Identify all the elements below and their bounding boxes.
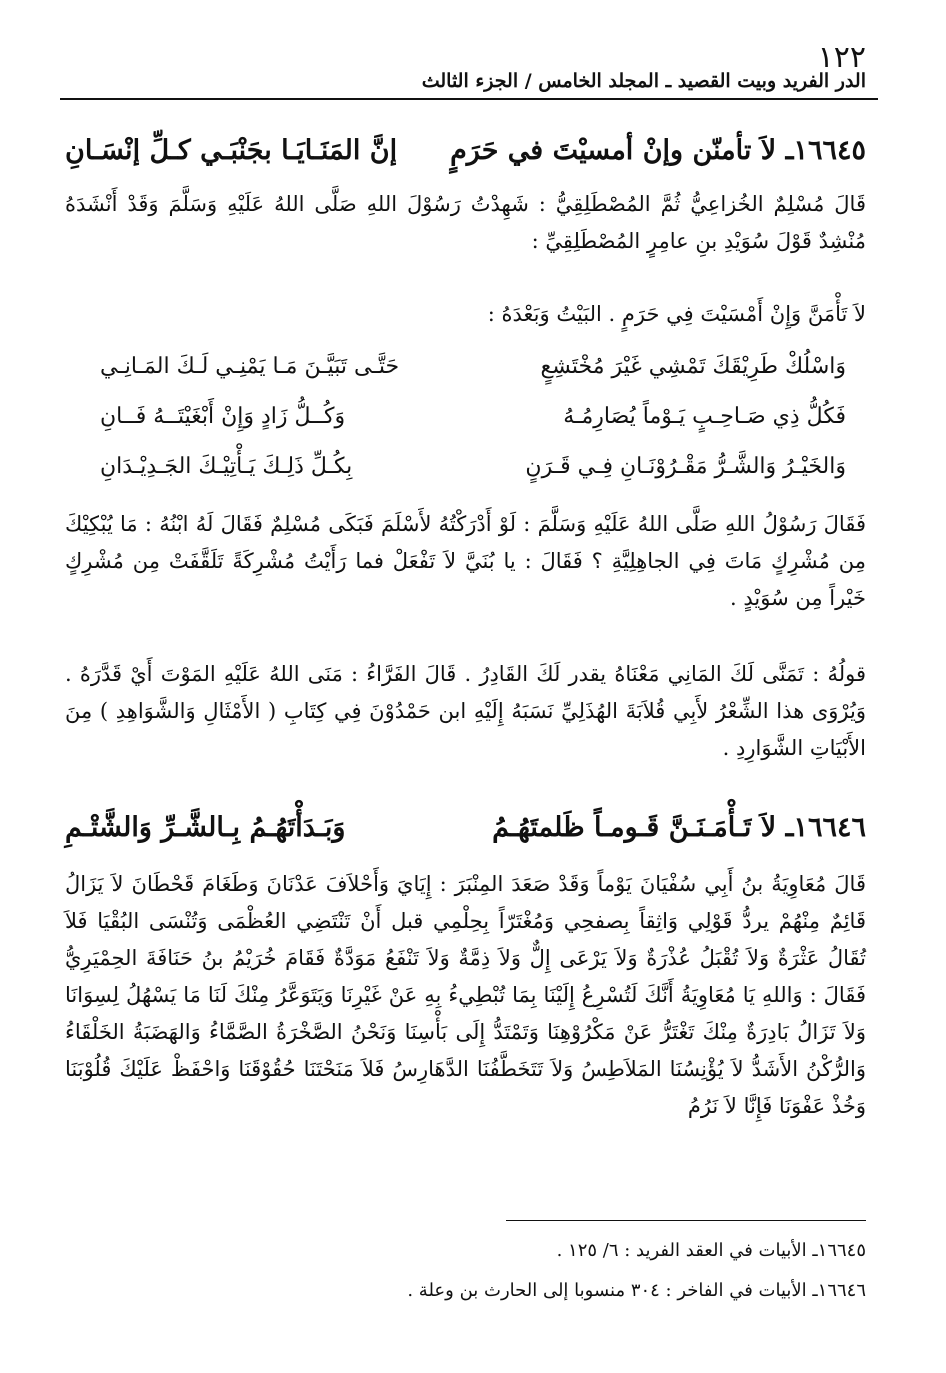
page-number: ١٢٢ <box>817 40 866 75</box>
entry-16645-heading <box>65 135 866 166</box>
poem-first-hemistich: وَاسْلُكْ طَرِيْقَكَ تَمْشِي غَيْرَ مُخْتَشِعٍ <box>540 354 846 379</box>
poem-second-hemistich: حَتَّـى تَبَيَّـنَ مَـا يَمْنِـي لَـكَ المَـانِـي <box>100 354 400 379</box>
entry-16645-commentary: قولُهُ : تَمَنَّى لَكَ المَانِي مَعْنَاهُ يقدر لَكَ القَادِرُ . قَالَ الفَرَّاءُ : مَنَى اللهُ عَلَيْهِ المَوْتَ أَيْ قَدَّرَهُ . وَيُرْوَى هذا الشِّعْرُ لأَبِي قُلاَبَةَ الهُذَلِيِّ نَسَبَهُ إِلَيْهِ ابن حَمْدُوْنَ فِي كِتَابِ ( الأَمْثَالِ وَالشَّوَاهِدِ ) مِنَ الأَبْيَاتِ الشَّوَارِدِ . <box>65 662 866 760</box>
footnote-divider <box>506 1220 866 1221</box>
poem-second-hemistich: وَكُــلُّ زَادٍ وَإِنْ أَبْغَيْتَــهُ فَــانِ <box>100 404 346 429</box>
header-divider <box>60 98 878 100</box>
heading-first-hemistich: ١٦٦٤٥ـ لاَ تأمنّن وإنْ أمسيْتَ في حَرَمٍ <box>450 135 866 166</box>
entry-16646-heading <box>65 812 866 843</box>
poem-verse <box>100 354 846 379</box>
running-title: الدر الفريد وبيت القصيد ـ المجلد الخامس / الجزء الثالث <box>421 70 866 92</box>
entry-16645-narration: فَقَالَ رَسُوْلُ اللهِ صَلَّى اللهُ عَلَيْهِ وَسَلَّمَ : لَوْ أَدْرَكْتُهُ لأَسْلَمَ فَبَكَى مُسْلِمٌ فَقَالَ لَهُ ابْنُهُ : مَا يُبْكِيْكَ مِن مُشْرِكٍ مَاتَ فِي الجاهِلِيَّةِ ؟ فَقَالَ : يا بُنَيَّ لاَ تَفْعَلْ فما رَأَيْتُ مُشْرِكَةً تَلَقَّفَتْ مِن مُشْرِكٍ خَيْراً مِن سُوَيْدٍ . <box>65 512 866 610</box>
poem-first-hemistich: وَالخَيْـرُ وَالشَّـرُّ مَقْـرُوْنَـانِ فِـي قَـرَنٍ <box>525 454 846 479</box>
poem-verse <box>100 454 846 479</box>
heading-first-hemistich: ١٦٦٤٦ـ لاَ تَـأْمَـنَـنَّ قَـومـاً ظَلمتَهُـمُ <box>492 812 866 843</box>
heading-second-hemistich: وَبَـدَأْتَهُـمُ بِـالشَّـرِّ وَالشَّتْـمِ <box>65 812 346 843</box>
entry-16645-intro: قَالَ مُسْلِمٌ الخُزاعِيُّ ثُمَّ المُصْطَلِقِيُّ : شَهِدْتُ رَسُوْلَ اللهِ صَلَّى اللهُ عَلَيْهِ وَسَلَّمَ وَقَدْ أَنْشَدَهُ مُنْشِدٌ قَوْلَ سُوَيْدِ بنِ عامِرٍ المُصْطَلِقِيِّ : <box>65 192 866 253</box>
entry-16646-narration: قَالَ مُعَاوِيَةُ بنُ أَبِي سُفْيَانَ يَوْماً وَقَدْ صَعَدَ المِنْبَرَ : إِيَايَ وَأَحْلاَفَ عَدْنَانَ وَطَغَامَ قَحْطَانَ لاَ يَزَالُ قَائِمٌ مِنْهُمْ يردُّ قَوْلِي وَاثِقاً بِصفحِي وَمُغْتَرّاً بِحِلْمِي قبل أَنْ تَنْتَضِي العُظْمَى وَتُنْسَى البُقْيَا فَلاَ تُقَالُ عَثْرَةٌ وَلاَ تُقْبَلُ عُذْرَةٌ وَلاَ يَرْعَى إِلٌّ وَلاَ ذِمَّةٌ وَلاَ تَنْفَعُ مَوَدَّةٌ فَقَامَ خُرَيْمُ بنُ حَنَافَةَ الحِمْيَرِيُّ فَقَالَ : وَاللهِ يَا مُعَاوِيَةُ أَنَّكَ لَتُسْرِعُ إِلَيْنَا بِمَا تُبْطِيءُ بِهِ عَنْ غَيْرِنَا وَيَتَوَعَّرُ مِنْكَ لَنَا مَا يَسْهُلُ لِسِوَانَا وَلاَ تَزَالُ بَادِرَةٌ مِنْكَ تَغْتَرُّ عَنْ مَكْرُوْهِنَا وَتَمْتَدُّ إِلَى بَأْسِنَا وَنَحْنُ الصَّخْرَةُ الصَّمَّاءُ وَالهَضَبَةُ الخَلْقَاءُ وَالرُّكْنُ الأَشَدُّ لاَ يُؤْنِسُنَا المَلاَطِسُ وَلاَ تَتَخَطَّفُنَا الدَّهَارِسُ فَلاَ مَنَحْتَنَا حُقُوْقَنَا وَاحْفَظْ عَلَيْكَ قُلُوْبَنَا وَخُذْ عَفْوَنَا فَإِنَّا لاَ نَرُمُ <box>65 872 866 1118</box>
poem-verse <box>100 404 846 429</box>
poem-first-hemistich: فَكُلُّ ذِي صَـاحِـبٍ يَـوْماً يُصَارِمُـهُ <box>563 404 846 429</box>
footnote: ١٦٦٤٥ـ الأبيات في العقد الفريد : ٦/ ١٢٥ . <box>556 1240 866 1261</box>
footnote: ١٦٦٤٦ـ الأبيات في الفاخر : ٣٠٤ منسوبا إلى الحارث بن وعلة . <box>407 1280 866 1301</box>
heading-second-hemistich: إنَّ المَنَـايَـا بجَنْبَـي كـلِّ إنْسَـانِ <box>65 135 398 166</box>
entry-16645-verse-reference: لاَ تَأْمَنَّ وَإِنْ أَمْسَيْتَ فِي حَرَمٍ . البَيْتُ وَبَعْدَهُ : <box>487 302 866 326</box>
poem-second-hemistich: بِكُـلِّ ذَلِـكَ يَـأْتِيْـكَ الجَـدِيْـدَانِ <box>100 454 353 479</box>
